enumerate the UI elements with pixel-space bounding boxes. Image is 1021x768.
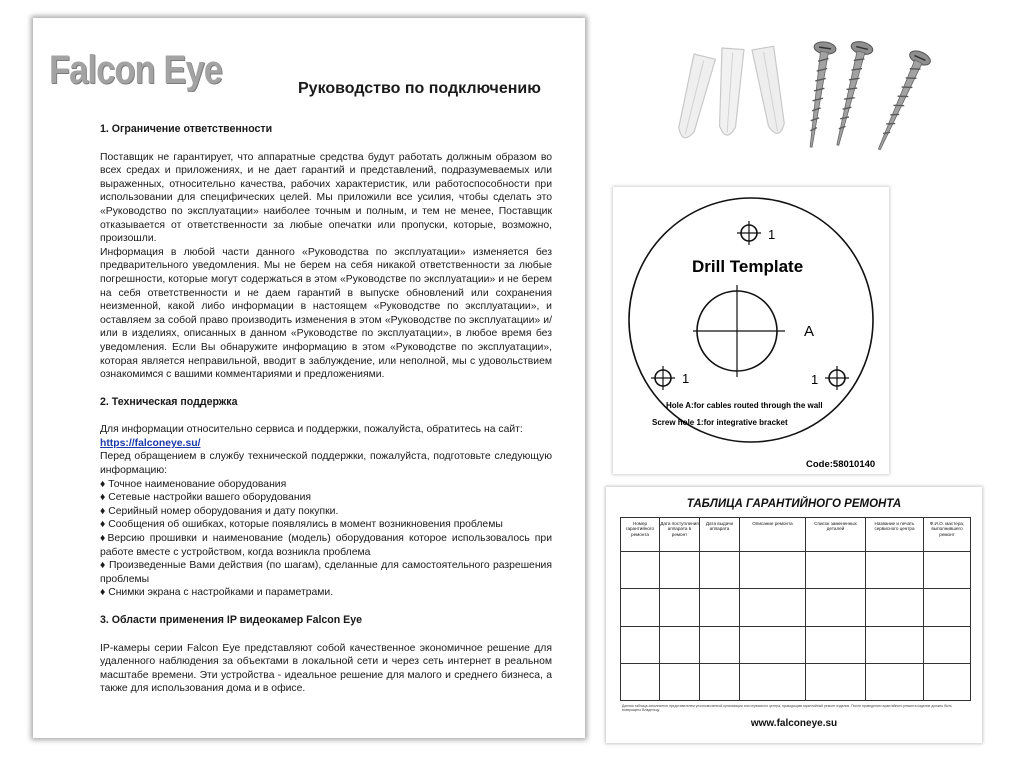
screw-icon bbox=[869, 48, 932, 154]
bullet-item: ♦ Произведенные Вами действия (по шагам), сделанные для самостоятельного разрешения проблемы bbox=[100, 560, 552, 585]
screw-icon bbox=[800, 41, 837, 149]
column-header: Ф.И.О. мастера, выполнившего ремонт bbox=[924, 518, 971, 552]
drill-template-card bbox=[613, 187, 889, 474]
section-heading: 3. Области применения IP видеокамер Falcon Eye bbox=[100, 614, 363, 626]
warranty-footnote: Данная таблица заполняется представителем уполномоченной организации или сервисного центра, проводящим гарантийный ремонт изделия. После проведения гарантийного ремонта изделие должно быть возвращено Владельцу. bbox=[622, 704, 952, 712]
screw-hole-note: Screw hole 1:for integrative bracket bbox=[652, 418, 788, 427]
hole-a-label: A bbox=[804, 323, 815, 340]
support-link[interactable]: https://falconeye.su/ bbox=[100, 437, 201, 449]
wall-plug-icon bbox=[716, 48, 744, 136]
section-heading: 2. Техническая поддержка bbox=[100, 395, 238, 408]
table-row bbox=[621, 626, 971, 663]
table-row bbox=[621, 589, 971, 626]
screw-label: 1 bbox=[682, 371, 690, 386]
manual-title: Руководство по подключению bbox=[298, 80, 541, 97]
bullet-item: ♦Версию прошивки и наименование (модель) оборудования которое использовалось при работе вместе с устройством, когда возникла проблема bbox=[100, 533, 552, 558]
screw-label: 1 bbox=[811, 372, 819, 387]
warranty-website[interactable]: www.falconeye.su bbox=[750, 718, 838, 729]
warranty-table bbox=[620, 517, 971, 701]
bullet-item: ♦ Серийный номер оборудования и дату покупки. bbox=[100, 505, 339, 517]
bullet-item: ♦ Снимки экрана с настройками и параметрами. bbox=[100, 587, 334, 599]
screw-hole-right bbox=[825, 366, 849, 390]
column-header: Дата поступления аппарата в ремонт bbox=[660, 518, 700, 552]
hole-a-note: Hole A:for cables routed through the wall bbox=[666, 401, 823, 410]
warranty-title: ТАБЛИЦА ГАРАНТИЙНОГО РЕМОНТА bbox=[686, 498, 902, 510]
screw-icon bbox=[827, 40, 874, 148]
section-paragraph: IP-камеры серии Falcon Eye представляют собой качественное экономичное решение для удаленного наблюдения за объектами в локальной сети и через сеть интернет в реальном масштабе времени. Эти устройства - идеальное решение для малого и среднего бизнеса, а также для использования дома и в офисе. bbox=[100, 642, 552, 695]
column-header: Список замененных деталей bbox=[806, 518, 866, 552]
table-header-row bbox=[621, 518, 971, 552]
drill-template-diagram bbox=[613, 187, 889, 474]
mounting-hardware bbox=[650, 36, 950, 166]
column-header: Название и печать сервисного центра bbox=[866, 518, 924, 552]
column-header: Номер гарантийного ремонта bbox=[621, 518, 660, 552]
manual-page bbox=[33, 18, 585, 738]
brand-logo: Falcon Eye bbox=[49, 48, 223, 92]
screw-hole-top bbox=[737, 221, 761, 245]
section-paragraph: Информация в любой части данного «Руководства по эксплуатации» изменяется без предварительного уведомления. Мы не берем на себя никакой ответственности за любые погрешности, которые могут содержаться в этом «Руководстве по эксплуатации» и не берем на себя ответственности и не даем гарантий в выпуске обновлений или сохранения неизменной, какой либо информации в настоящем «Руководстве по эксплуатации», и оставляем за собой право производить изменения в этом «Руководстве по эксплуатации» и/или в изделиях, описанных в данном «Руководстве по эксплуатации», в любое время без уведомления. Если Вы обнаружите информацию в этом «Руководстве по эксплуатации», которая является неправильной, вводит в заблуждение, или неполной, мы с удовольствием ознакомимся с вашими комментариями и предложениями. bbox=[100, 246, 552, 381]
bullet-item: ♦ Точное наименование оборудования bbox=[100, 478, 287, 490]
drill-template-title: Drill Template bbox=[692, 257, 804, 276]
warranty-card bbox=[606, 487, 982, 743]
column-header: Описание ремонта bbox=[740, 518, 806, 552]
section-paragraph: Поставщик не гарантирует, что аппаратные средства будут работать должным образом во всех средах и приложениях, и не дает гарантий и представлений, подразумеваемых или выраженных, относительно качества, рабочих характеристик, или работоспособности при использовании для специфических целей. Мы приложили все усилия, чтобы сделать это «Руководство по эксплуатации» наиболее точным и полным, и тем не менее, Поставщик отказывается от ответственности за любые опечатки или пропуски, которые, возможно, произошли. bbox=[100, 151, 552, 245]
section-paragraph: Перед обращением в службу технической поддержки, пожалуйста, подготовьте следующую информацию: bbox=[100, 451, 552, 477]
wall-plug-icon bbox=[752, 46, 789, 135]
bullet-item: ♦ Сетевые настройки вашего оборудования bbox=[100, 492, 312, 504]
section-paragraph: Для информации относительно сервиса и поддержки, пожалуйста, обратитесь на сайт: bbox=[100, 424, 523, 436]
column-header: Дата выдачи аппарата bbox=[700, 518, 740, 552]
wall-plug-icon bbox=[674, 54, 716, 140]
section-heading: 1. Ограничение ответственности bbox=[100, 123, 273, 135]
table-row bbox=[621, 663, 971, 700]
manual-body bbox=[100, 123, 552, 696]
bullet-item: ♦ Сообщения об ошибках, которые появлялись в момент возникновения проблемы bbox=[100, 519, 503, 531]
table-row bbox=[621, 552, 971, 589]
screw-hole-left bbox=[651, 366, 675, 390]
product-code: Code:58010140 bbox=[806, 459, 876, 470]
screw-label: 1 bbox=[768, 227, 776, 242]
